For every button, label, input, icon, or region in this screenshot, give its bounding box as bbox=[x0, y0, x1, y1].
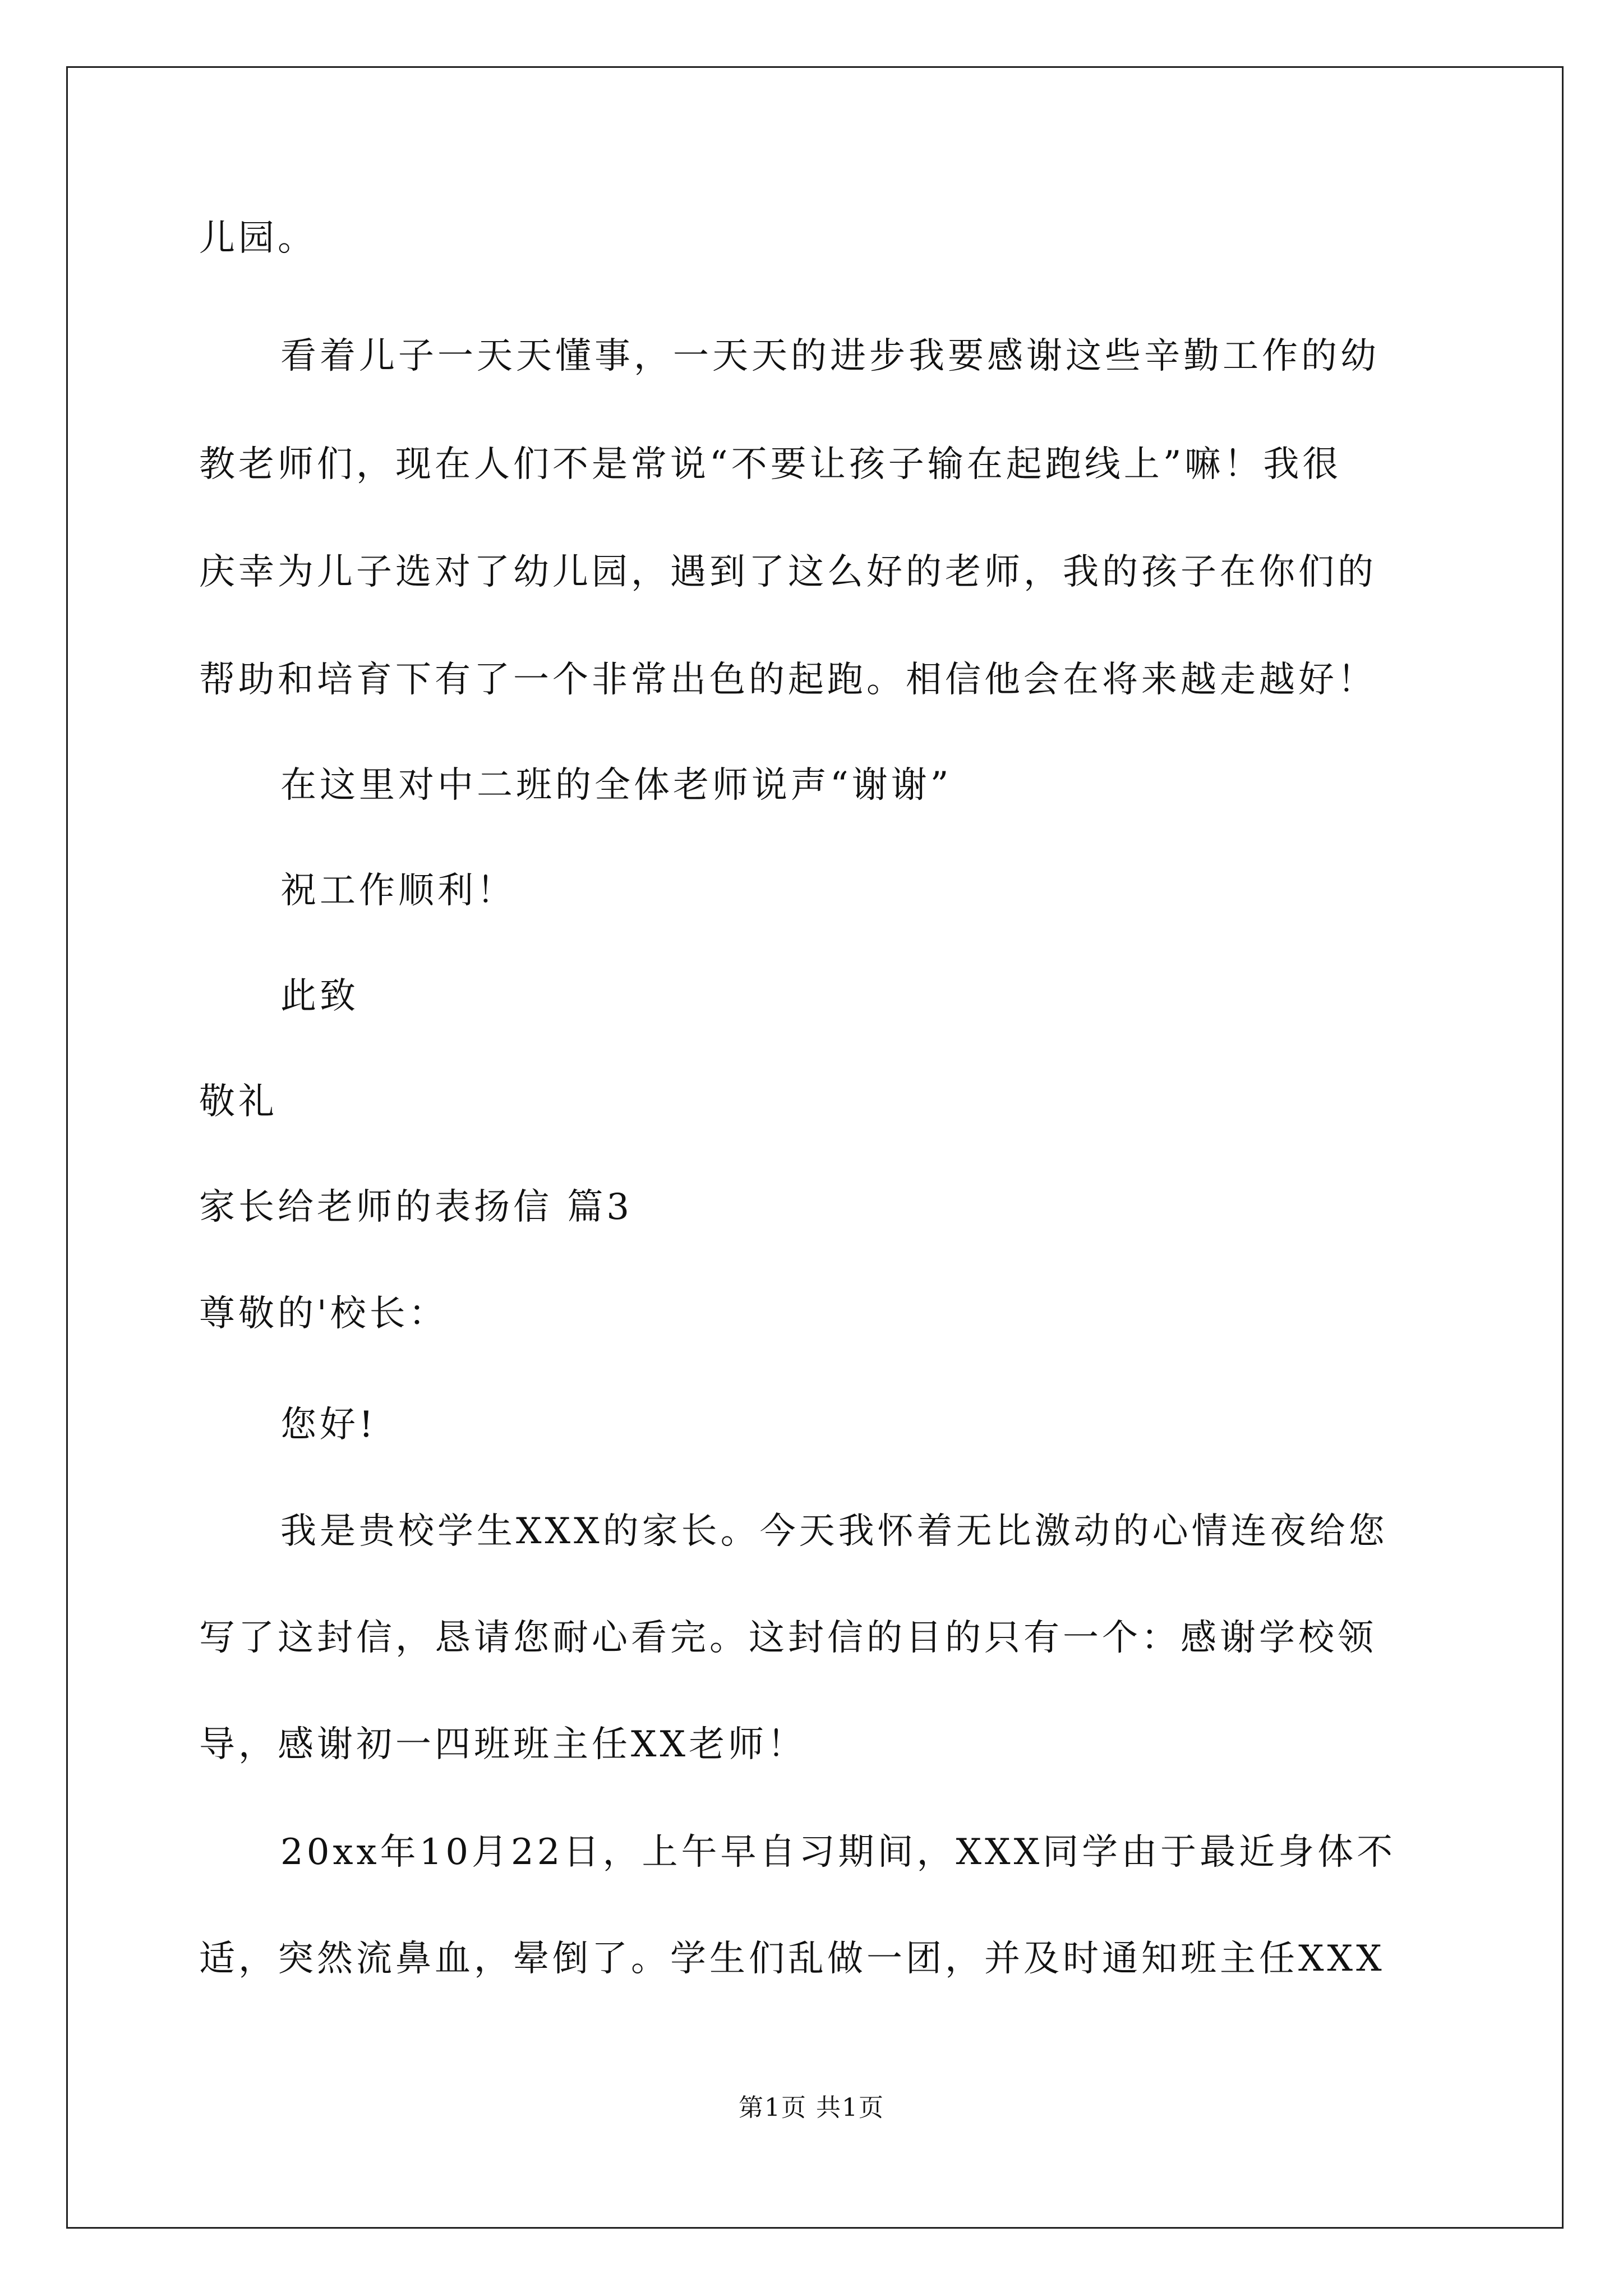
text-line-8: 此致 bbox=[280, 976, 359, 1017]
page-border bbox=[66, 66, 1564, 2229]
page-footer: 第1页 共1页 bbox=[739, 2093, 884, 2122]
text-line-6: 在这里对中二班的全体老师说声“谢谢” bbox=[280, 765, 952, 806]
text-line-4: 庆幸为儿子选对了幼儿园，遇到了这么好的老师，我的孩子在你们的 bbox=[199, 551, 1377, 593]
text-line-9: 敬礼 bbox=[199, 1081, 278, 1122]
text-line-2: 看着儿子一天天懂事，一天天的进步我要感谢这些辛勤工作的幼 bbox=[280, 335, 1380, 377]
text-line-7: 祝工作顺利！ bbox=[280, 870, 516, 912]
text-line-3: 教老师们，现在人们不是常说“不要让孩子输在起跑线上”嘛！我很 bbox=[199, 444, 1342, 485]
text-line-1: 儿园。 bbox=[199, 218, 317, 259]
text-line-15: 导，感谢初一四班班主任XX老师！ bbox=[199, 1724, 807, 1765]
text-line-5: 帮助和培育下有了一个非常出色的起跑。相信他会在将来越走越好！ bbox=[199, 659, 1377, 701]
salutation: 尊敬的'校长： bbox=[199, 1293, 448, 1335]
text-line-13: 我是贵校学生XXX的家长。今天我怀着无比激动的心情连夜给您 bbox=[280, 1511, 1388, 1552]
text-line-14: 写了这封信，恳请您耐心看完。这封信的目的只有一个：感谢学校领 bbox=[199, 1617, 1377, 1659]
greeting: 您好! bbox=[280, 1404, 377, 1446]
text-line-17: 适，突然流鼻血，晕倒了。学生们乱做一团，并及时通知班主任XXX bbox=[199, 1938, 1385, 1980]
section-heading: 家长给老师的表扬信 篇3 bbox=[199, 1186, 633, 1228]
text-line-16: 20xx年10月22日，上午早自习期间，XXX同学由于最近身体不 bbox=[280, 1832, 1396, 1873]
